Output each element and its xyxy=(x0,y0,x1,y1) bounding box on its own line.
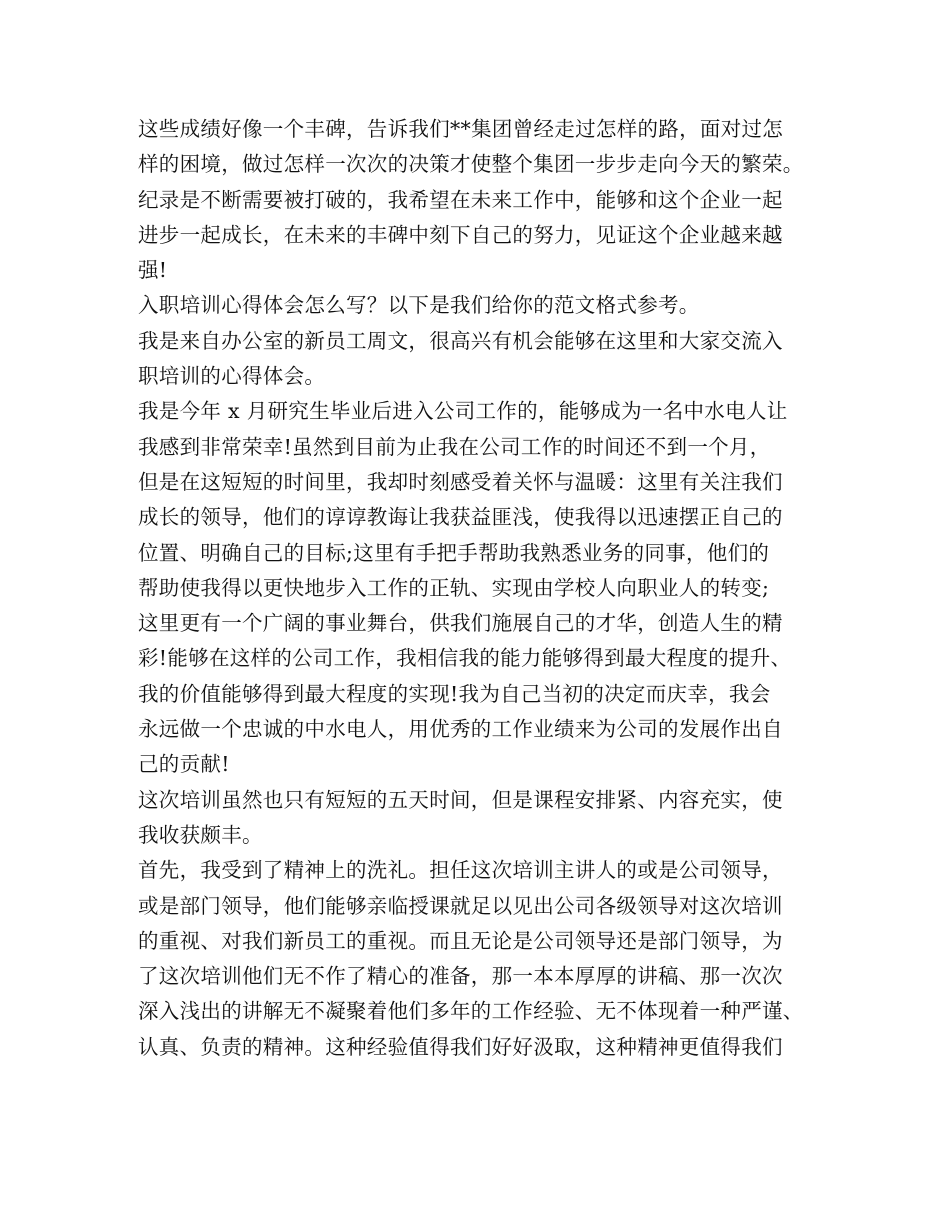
text-line: 位置、明确自己的目标;这里有手把手帮助我熟悉业务的同事，他们的 xyxy=(138,540,770,565)
text-line: 这些成绩好像一个丰碑，告诉我们**集团曾经走过怎样的路，面对过怎 xyxy=(138,117,784,141)
text-line: 的重视、对我们新员工的重视。而且无论是公司领导还是部门领导，为 xyxy=(138,928,783,953)
text-line: 这里更有一个广阔的事业舞台，供我们施展自己的才华，创造人生的精 xyxy=(138,611,783,636)
text-line: 强! xyxy=(138,258,168,283)
text-line: 我是来自办公室的新员工周文，很高兴有机会能够在这里和大家交流入 xyxy=(138,328,783,353)
text-line: 帮助使我得以更快地步入工作的正轨、实现由学校人向职业人的转变; xyxy=(138,575,770,600)
text-line: 但是在这短短的时间里，我却时刻感受着关怀与温暖：这里有关注我们 xyxy=(138,469,783,494)
text-line: 纪录是不断需要被打破的，我希望在未来工作中，能够和这个企业一起 xyxy=(138,187,783,212)
text-line: 己的贡献! xyxy=(138,752,230,777)
text-line: 或是部门领导，他们能够亲临授课就足以见出公司各级领导对这次培训 xyxy=(138,893,783,918)
text-line: 深入浅出的讲解无不凝聚着他们多年的工作经验、无不体现着一种严谨、 xyxy=(138,999,804,1024)
text-line: 彩!能够在这样的公司工作，我相信我的能力能够得到最大程度的提升、 xyxy=(138,646,792,671)
document-body xyxy=(138,112,828,1065)
text-line: 进步一起成长，在未来的丰碑中刻下自己的努力，见证这个企业越来越 xyxy=(138,222,783,247)
text-line: 永远做一个忠诚的中水电人，用优秀的工作业绩来为公司的发展作出自 xyxy=(138,717,783,742)
text-line: 这次培训虽然也只有短短的五天时间，但是课程安排紧、内容充实，使 xyxy=(138,787,783,812)
text-line: 我收获颇丰。 xyxy=(138,822,263,847)
text-line: 我是今年 x 月研究生毕业后进入公司工作的，能够成为一名中水电人让 xyxy=(138,399,788,424)
text-line: 我的价值能够得到最大程度的实现!我为自己当初的决定而庆幸，我会 xyxy=(138,681,771,706)
text-line: 入职培训心得体会怎么写？以下是我们给你的范文格式参考。 xyxy=(138,293,700,318)
text-line: 了这次培训他们无不作了精心的准备，那一本本厚厚的讲稿、那一次次 xyxy=(138,964,783,989)
text-line: 成长的领导，他们的谆谆教诲让我获益匪浅，使我得以迅速摆正自己的 xyxy=(138,505,783,530)
text-line: 我感到非常荣幸!虽然到目前为止我在公司工作的时间还不到一个月， xyxy=(138,434,771,459)
text-line: 样的困境，做过怎样一次次的决策才使整个集团一步步走向今天的繁荣。 xyxy=(138,152,804,177)
text-line: 认真、负责的精神。这种经验值得我们好好汲取，这种精神更值得我们 xyxy=(138,1034,783,1059)
text-line: 首先，我受到了精神上的洗礼。担任这次培训主讲人的或是公司领导， xyxy=(138,858,783,883)
text-line: 职培训的心得体会。 xyxy=(138,364,326,389)
